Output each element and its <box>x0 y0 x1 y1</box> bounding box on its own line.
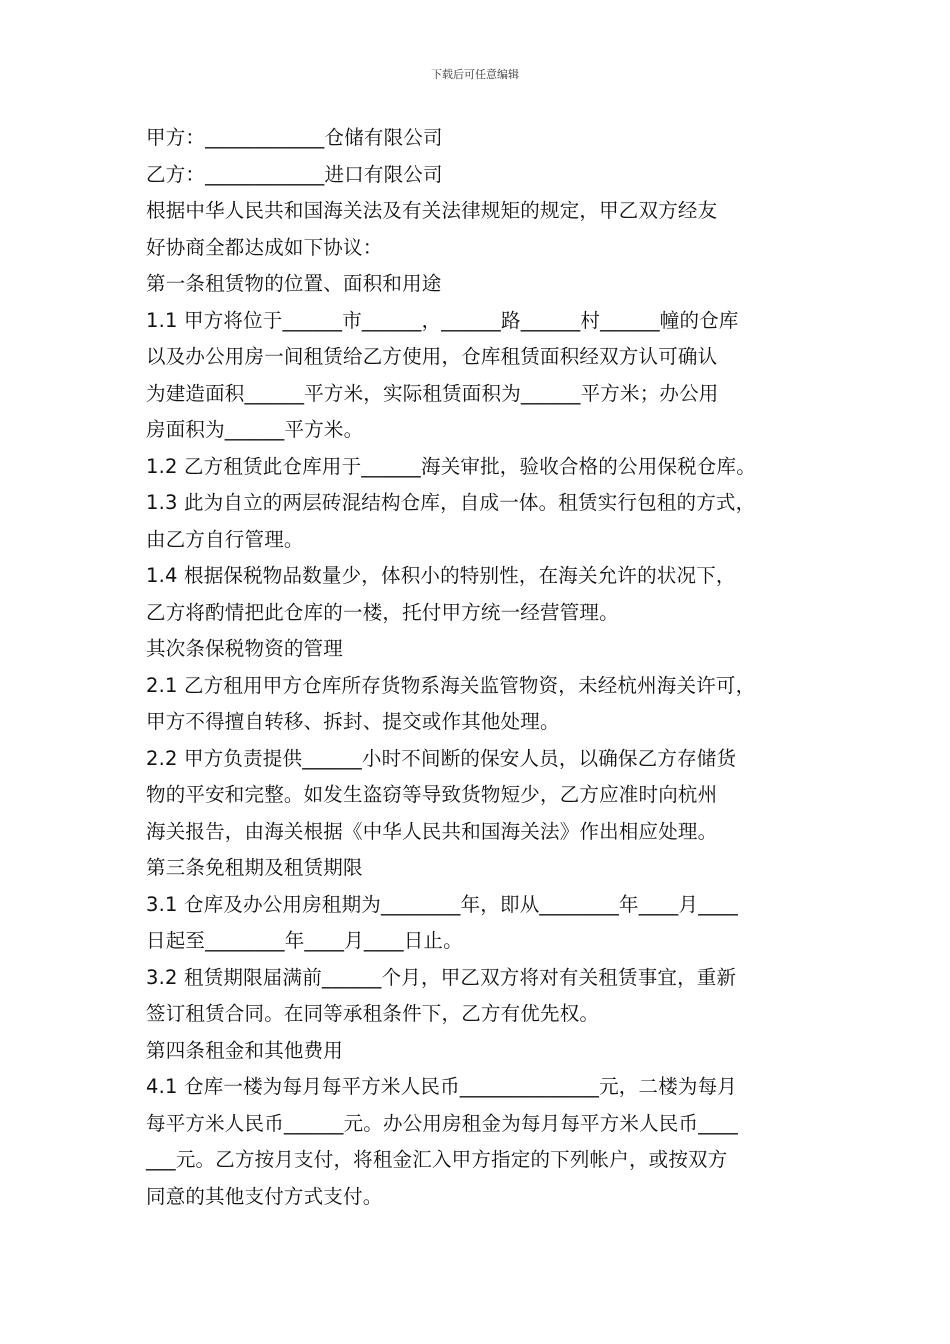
paragraph-line: ___元。乙方按月支付，将租金汇入甲方指定的下列帐户，或按双方 <box>146 1148 728 1171</box>
article-heading: 第三条免租期及租赁期限 <box>146 856 363 879</box>
paragraph-line: 乙方将酌情把此仓库的一楼，托付甲方统一经营管理。 <box>146 600 619 624</box>
paragraph-line: 由乙方自行管理。 <box>146 527 304 551</box>
paragraph-line: 房面积为______平方米。 <box>146 418 364 441</box>
paragraph-line: 物的平安和完整。如发生盗窃等导致货物短少，乙方应准时向杭州 <box>146 783 718 806</box>
paragraph-line: 4.1 仓库一楼为每月每平方米人民币______________元，二楼为每月 <box>146 1075 738 1098</box>
paragraph-line: 签订租赁合同。在同等承租条件下，乙方有优先权。 <box>146 1002 600 1025</box>
paragraph-line: 好协商全都达成如下协议： <box>146 235 383 259</box>
paragraph-line: 1.2 乙方租赁此仓库用于______海关审批，验收合格的公用保税仓库。 <box>146 454 756 478</box>
paragraph-line: 甲方不得擅自转移、拆封、提交或作其他处理。 <box>146 710 560 733</box>
article-heading: 第一条租赁物的位置、面积和用途 <box>146 272 442 295</box>
paragraph-line: 海关报告，由海关根据《中华人民共和国海关法》作出相应处理。 <box>146 819 718 843</box>
page-header: 下载后可任意编辑 <box>431 68 519 81</box>
article-heading: 其次条保税物资的管理 <box>146 637 344 660</box>
paragraph-line: 根据中华人民共和国海关法及有关法律规矩的规定，甲乙双方经友 <box>146 199 718 222</box>
paragraph-line: 1.3 此为自立的两层砖混结构仓库，自成一体。租赁实行包租的方式， <box>146 491 756 514</box>
contract-body <box>146 120 810 1215</box>
paragraph-line: 1.4 根据保税物品数量少，体积小的特别性，在海关允许的状况下， <box>146 564 736 587</box>
paragraph-line: 2.2 甲方负责提供______小时不间断的保安人员，以确保乙方存储货 <box>146 746 737 770</box>
paragraph-line: 2.1 乙方租用甲方仓库所存货物系海关监管物资，未经杭州海关许可， <box>146 673 756 697</box>
paragraph-line: 以及办公用房一间租赁给乙方使用，仓库租赁面积经双方认可确认 <box>146 345 718 368</box>
paragraph-line: 每平方米人民币______元。办公用房租金为每月每平方米人民币____ <box>146 1111 739 1135</box>
paragraph-line: 同意的其他支付方式支付。 <box>146 1184 383 1208</box>
party-a-line: 甲方：____________仓储有限公司 <box>146 126 443 149</box>
paragraph-line: 1.1 甲方将位于______市______，______路______村______幢的仓库 <box>146 308 739 332</box>
party-b-line: 乙方：____________进口有限公司 <box>146 162 443 186</box>
paragraph-line: 为建造面积______平方米，实际租赁面积为______平方米；办公用 <box>146 381 719 405</box>
article-heading: 第四条租金和其他费用 <box>146 1038 344 1062</box>
paragraph-line: 3.1 仓库及办公用房租期为________年，即从________年____月____ <box>146 892 739 916</box>
paragraph-line: 3.2 租赁期限届满前______个月，甲乙双方将对有关租赁事宜，重新 <box>146 965 737 989</box>
paragraph-line: 日起至________年____月____日止。 <box>146 929 463 952</box>
